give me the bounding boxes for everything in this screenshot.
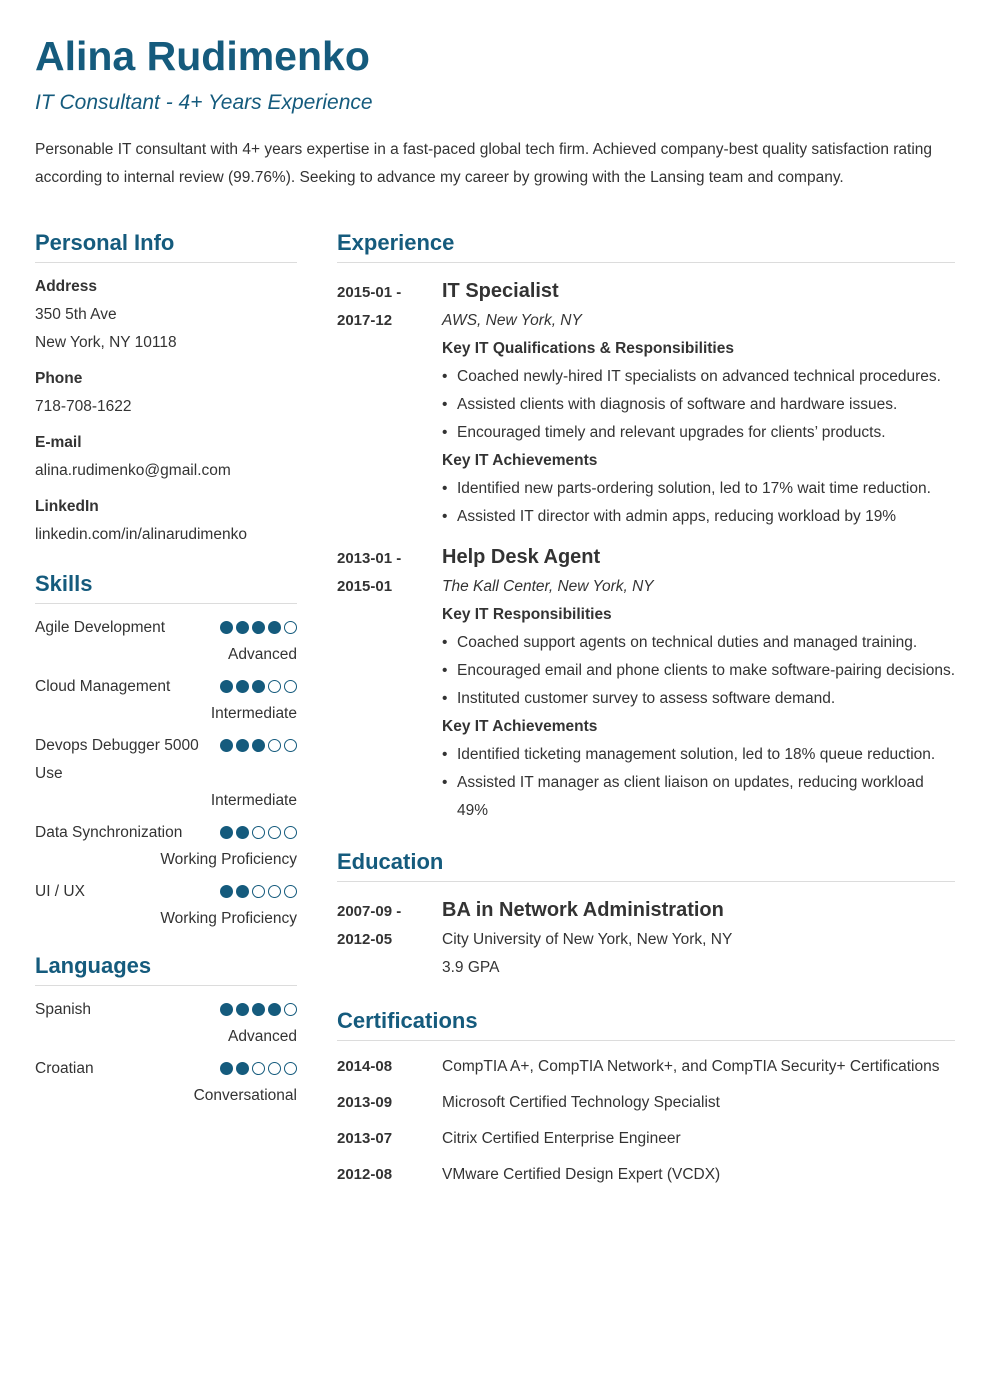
certification-name: Citrix Certified Enterprise Engineer — [442, 1130, 681, 1147]
rating-dot-filled-icon — [220, 1062, 233, 1075]
rating-dot-filled-icon — [236, 739, 249, 752]
phone-block — [35, 365, 297, 421]
email-value: alina.rudimenko@gmail.com — [35, 462, 231, 479]
rating-dot-filled-icon — [220, 621, 233, 634]
rating-dot-filled-icon — [220, 885, 233, 898]
school-name: City University of New York, New York, NY — [442, 931, 733, 948]
certification-name: Microsoft Certified Technology Specialist — [442, 1094, 720, 1111]
rating-dot-empty-icon — [284, 621, 297, 634]
skill-level: Intermediate — [210, 705, 297, 722]
job-bullets — [442, 475, 955, 531]
rating-dot-filled-icon — [252, 621, 265, 634]
language-name: Spanish — [35, 1001, 92, 1018]
rating-dot-filled-icon — [220, 1003, 233, 1016]
degree-title: BA in Network Administration — [442, 899, 724, 921]
profile-summary: Personable IT consultant with 4+ years expertise in a fast-paced global tech firm. Achieved company-best quality satisfaction rating according to internal review (99.76%). Seeking to advance my career by growing with the Lansing team and company. — [35, 141, 933, 186]
certification-date: 2014-08 — [337, 1058, 393, 1075]
linkedin-block — [35, 493, 297, 549]
bullet-item: • Identified ticketing management solution, led to 18% queue reduction. — [457, 741, 955, 769]
language-rating — [220, 1062, 297, 1075]
skills-list — [35, 614, 297, 931]
job-group-heading: Key IT Responsibilities — [442, 606, 612, 623]
rating-dot-empty-icon — [268, 1062, 281, 1075]
language-rating — [220, 1003, 297, 1016]
rating-dot-filled-icon — [236, 1003, 249, 1016]
bullet-item: • Instituted customer survey to assess software demand. — [457, 685, 955, 713]
job-bullets — [442, 363, 955, 447]
left-column — [35, 228, 297, 1114]
job-title: Help Desk Agent — [442, 546, 601, 568]
language-item — [35, 1055, 297, 1108]
skill-item — [35, 673, 297, 726]
rating-dot-empty-icon — [252, 1062, 265, 1075]
skill-name: Devops Debugger 5000 Use — [35, 737, 199, 782]
job-entry — [337, 275, 955, 531]
rating-dot-filled-icon — [236, 826, 249, 839]
rating-dot-empty-icon — [284, 885, 297, 898]
skill-item — [35, 878, 297, 931]
skill-item — [35, 819, 297, 872]
rating-dot-filled-icon — [268, 1003, 281, 1016]
rating-dot-filled-icon — [236, 680, 249, 693]
rating-dot-filled-icon — [252, 680, 265, 693]
job-date-start: 2015-01 - — [337, 284, 402, 301]
phone-label: Phone — [35, 370, 83, 387]
skill-rating — [220, 680, 297, 693]
rating-dot-empty-icon — [268, 680, 281, 693]
skill-name: Cloud Management — [35, 678, 171, 695]
address-line2: New York, NY 10118 — [35, 334, 177, 351]
address-label: Address — [35, 278, 98, 295]
address-line1: 350 5th Ave — [35, 306, 117, 323]
job-date-start: 2013-01 - — [337, 550, 402, 567]
languages-list — [35, 996, 297, 1108]
rating-dot-filled-icon — [220, 826, 233, 839]
certification-name: VMware Certified Design Expert (VCDX) — [442, 1166, 721, 1183]
bullet-item: • Identified new parts-ordering solution, led to 17% wait time reduction. — [457, 475, 955, 503]
bullet-item: • Assisted clients with diagnosis of software and hardware issues. — [457, 391, 955, 419]
rating-dot-filled-icon — [268, 621, 281, 634]
experience-heading: Experience — [337, 228, 955, 263]
job-group-heading: Key IT Achievements — [442, 452, 598, 469]
bullet-item: • Assisted IT manager as client liaison on updates, reducing workload 49% — [457, 769, 955, 825]
certification-row — [337, 1125, 955, 1153]
job-company: AWS, New York, NY — [442, 312, 582, 329]
linkedin-label: LinkedIn — [35, 498, 99, 515]
language-name: Croatian — [35, 1060, 94, 1077]
email-block — [35, 429, 297, 485]
bullet-item: • Coached newly-hired IT specialists on advanced technical procedures. — [457, 363, 955, 391]
job-entry — [337, 541, 955, 825]
education-heading: Education — [337, 847, 955, 882]
rating-dot-empty-icon — [284, 1062, 297, 1075]
skill-item — [35, 732, 297, 813]
bullet-item: • Assisted IT director with admin apps, reducing workload by 19% — [457, 503, 955, 531]
job-company: The Kall Center, New York, NY — [442, 578, 654, 595]
language-level: Conversational — [193, 1087, 297, 1104]
bullet-item: • Encouraged timely and relevant upgrades for clients’ products. — [457, 419, 955, 447]
job-dates — [337, 279, 427, 335]
rating-dot-empty-icon — [284, 1003, 297, 1016]
certification-name: CompTIA A+, CompTIA Network+, and CompTIA Security+ Certifications — [442, 1058, 940, 1075]
rating-dot-filled-icon — [252, 739, 265, 752]
certification-row — [337, 1161, 955, 1189]
skill-level: Advanced — [228, 646, 297, 663]
skill-level: Working Proficiency — [160, 851, 297, 868]
certification-date: 2013-07 — [337, 1130, 393, 1147]
personal-info-heading: Personal Info — [35, 228, 297, 263]
rating-dot-filled-icon — [236, 1062, 249, 1075]
languages-heading: Languages — [35, 951, 297, 986]
certification-date: 2012-08 — [337, 1166, 393, 1183]
rating-dot-empty-icon — [252, 826, 265, 839]
job-title: IT Specialist — [442, 280, 559, 302]
job-bullets — [442, 629, 955, 713]
rating-dot-filled-icon — [236, 885, 249, 898]
rating-dot-filled-icon — [220, 739, 233, 752]
skill-rating — [220, 885, 297, 898]
bullet-item: • Encouraged email and phone clients to make software-pairing decisions. — [457, 657, 955, 685]
rating-dot-empty-icon — [268, 885, 281, 898]
rating-dot-empty-icon — [268, 739, 281, 752]
job-bullets — [442, 741, 955, 825]
rating-dot-filled-icon — [252, 1003, 265, 1016]
email-label: E-mail — [35, 434, 82, 451]
language-item — [35, 996, 297, 1049]
bullet-item: • Coached support agents on technical duties and managed training. — [457, 629, 955, 657]
education-entry — [337, 894, 955, 982]
skill-level: Working Proficiency — [160, 910, 297, 927]
education-date-end: 2012-05 — [337, 931, 393, 948]
certification-row — [337, 1053, 955, 1081]
job-date-end: 2017-12 — [337, 312, 393, 329]
job-date-end: 2015-01 — [337, 578, 393, 595]
rating-dot-empty-icon — [284, 826, 297, 839]
certifications-heading: Certifications — [337, 1006, 955, 1041]
skill-rating — [220, 826, 297, 839]
job-group-heading: Key IT Qualifications & Responsibilities — [442, 340, 734, 357]
phone-value: 718-708-1622 — [35, 398, 132, 415]
skill-item — [35, 614, 297, 667]
skill-rating — [220, 621, 297, 634]
job-group-heading: Key IT Achievements — [442, 718, 598, 735]
language-level: Advanced — [228, 1028, 297, 1045]
certification-row — [337, 1089, 955, 1117]
rating-dot-filled-icon — [236, 621, 249, 634]
skill-rating — [220, 739, 297, 752]
certification-date: 2013-09 — [337, 1094, 393, 1111]
job-dates — [337, 545, 427, 601]
rating-dot-empty-icon — [268, 826, 281, 839]
address-block — [35, 273, 297, 357]
skill-name: UI / UX — [35, 883, 85, 900]
rating-dot-empty-icon — [284, 739, 297, 752]
education-date-start: 2007-09 - — [337, 903, 402, 920]
skill-name: Data Synchronization — [35, 824, 183, 841]
right-column — [337, 228, 955, 1189]
rating-dot-empty-icon — [284, 680, 297, 693]
candidate-name: Alina Rudimenko — [35, 33, 370, 79]
education-dates — [337, 898, 427, 954]
skill-level: Intermediate — [210, 792, 297, 809]
skills-heading: Skills — [35, 569, 297, 604]
skill-name: Agile Development — [35, 619, 166, 636]
candidate-subtitle: IT Consultant - 4+ Years Experience — [35, 91, 373, 114]
linkedin-value: linkedin.com/in/alinarudimenko — [35, 526, 247, 543]
rating-dot-empty-icon — [252, 885, 265, 898]
rating-dot-filled-icon — [220, 680, 233, 693]
gpa: 3.9 GPA — [442, 959, 500, 976]
